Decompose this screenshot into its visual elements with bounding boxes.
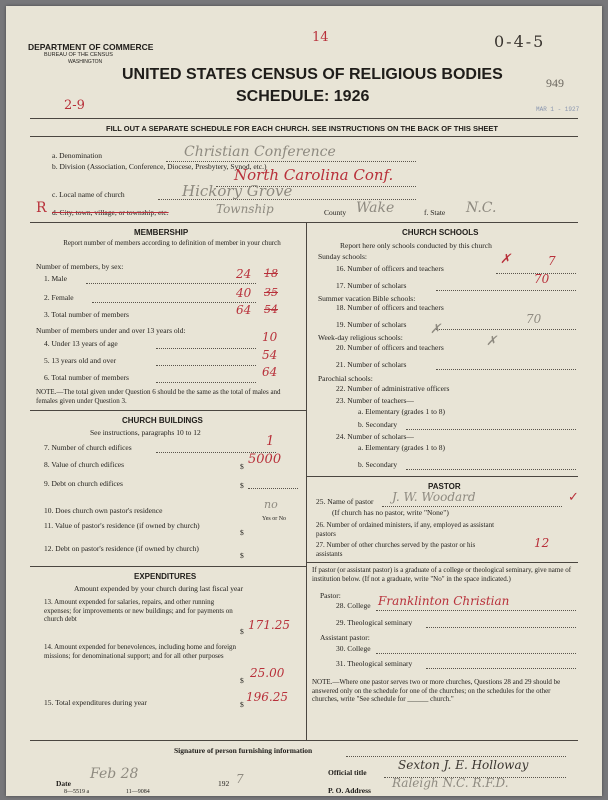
q9-label: 9. Debt on church edifices xyxy=(44,479,123,488)
local-name-value: Hickory Grove xyxy=(182,182,293,200)
q2-value: 40 xyxy=(236,286,252,300)
bureau-label: BUREAU OF THE CENSUS xyxy=(44,52,113,58)
membership-heading: MEMBERSHIP xyxy=(134,228,189,237)
q15-value: 196.25 xyxy=(246,690,288,704)
q25-note: (If church has no pastor, write "None") xyxy=(332,508,449,517)
dots xyxy=(436,290,576,291)
q23a-label: a. Elementary (grades 1 to 8) xyxy=(358,407,446,416)
city-value: Township xyxy=(216,202,274,216)
q11-label: 11. Value of pastor's residence (if owned by church) xyxy=(44,521,200,530)
county-label: County xyxy=(324,208,347,217)
q19-value: 70 xyxy=(526,312,542,326)
corner-code: 0-4-5 xyxy=(494,32,546,51)
rule xyxy=(30,118,578,119)
parochial-label: Parochial schools: xyxy=(318,374,373,383)
q10-label: 10. Does church own pastor's residence xyxy=(44,506,163,515)
column-divider xyxy=(306,222,307,740)
pastor-sub-label: Pastor: xyxy=(320,591,341,600)
division-label: b. Division (Association, Conference, Diocese, Presbytery, Synod, etc.) xyxy=(52,162,267,171)
division-value: North Carolina Conf. xyxy=(234,166,394,184)
red-annotation: 2-9 xyxy=(64,98,85,113)
form-number: 8—5519 a xyxy=(64,789,90,795)
q6-label: 6. Total number of members xyxy=(44,373,129,382)
q30-line xyxy=(376,653,576,654)
date-value: Feb 28 xyxy=(90,766,139,782)
receipt-stamp: MAR 1 - 1927 xyxy=(536,106,580,113)
expenditures-sub: Amount expended by your church during last fiscal year xyxy=(74,584,244,593)
q14-dollar: $ xyxy=(240,676,244,685)
dots xyxy=(436,329,576,330)
q7-value: 1 xyxy=(266,434,275,449)
sunday-label: Sunday schools: xyxy=(318,252,367,261)
q1-value: 24 xyxy=(236,267,252,281)
q12-dollar: $ xyxy=(240,551,244,560)
q4-value: 10 xyxy=(262,330,278,344)
q4-label: 4. Under 13 years of age xyxy=(44,339,118,348)
q5-label: 5. 13 years old and over xyxy=(44,356,117,365)
q14-value: 25.00 xyxy=(250,666,285,680)
q24-label: 24. Number of scholars— xyxy=(336,432,414,441)
year-prefix: 192 xyxy=(218,779,230,788)
year-value: 7 xyxy=(236,772,244,786)
r-annotation: R xyxy=(36,200,47,216)
title-value: Sexton J. E. Holloway xyxy=(398,758,529,772)
q16-label: 16. Number of officers and teachers xyxy=(336,264,444,273)
pastor-note: NOTE.—Where one pastor serves two or more churches, Questions 28 and 29 should be answered only on the schedule for one of the churches; on the schedules for the other churches, write "See schedule for ______ church." xyxy=(312,678,561,703)
instruction-line: FILL OUT A SEPARATE SCHEDULE FOR EACH CHURCH. SEE INSTRUCTIONS ON THE BACK OF THIS SHEET xyxy=(106,124,498,133)
state-value: N.C. xyxy=(466,200,497,216)
denomination-label: a. Denomination xyxy=(52,151,102,160)
q30-label: 30. College xyxy=(336,644,371,653)
county-value: Wake xyxy=(356,200,395,216)
dots xyxy=(406,469,576,470)
summer-label: Summer vacation Bible schools: xyxy=(318,294,416,303)
q1-old-value: 18 xyxy=(264,267,278,280)
q23b-label: b. Secondary xyxy=(358,420,398,429)
rule xyxy=(30,740,578,741)
schools-heading: CHURCH SCHOOLS xyxy=(402,228,479,237)
q29-line xyxy=(426,627,576,628)
q22-label: 22. Number of administrative officers xyxy=(336,384,450,393)
q7-label: 7. Number of church edifices xyxy=(44,443,132,452)
yes-no-caption: Yes or No xyxy=(262,516,287,522)
address-label: P. O. Address xyxy=(328,786,371,795)
graduate-note: If pastor (or assistant pastor) is a graduate of a college or theological seminary, give name of institution below. (If not a graduate, write "No" in the space indicated.) xyxy=(312,566,572,583)
q3-value: 64 xyxy=(236,303,252,317)
q20-mark: ✗ xyxy=(486,334,497,349)
q6-value: 64 xyxy=(262,365,278,379)
schools-intro: Report here only schools conducted by this church xyxy=(340,241,492,250)
q3-label: 3. Total number of members xyxy=(44,310,129,319)
right-number: 949 xyxy=(546,76,564,90)
q27-value: 12 xyxy=(534,536,550,550)
q31-label: 31. Theological seminary xyxy=(336,659,413,668)
dots xyxy=(92,302,256,303)
dots xyxy=(156,348,256,349)
rule xyxy=(306,476,578,477)
form-title: UNITED STATES CENSUS OF RELIGIOUS BODIES xyxy=(122,66,503,83)
q11-dollar: $ xyxy=(240,528,244,537)
membership-intro: Report number of members according to definition of member in your church xyxy=(63,239,281,247)
q16-value: 7 xyxy=(548,254,556,268)
dots xyxy=(436,369,576,370)
q24b-label: b. Secondary xyxy=(358,460,398,469)
form-number-2: 11—9084 xyxy=(126,789,150,795)
q3-old-value: 54 xyxy=(264,303,278,316)
date-label: Date xyxy=(56,779,71,788)
dots xyxy=(86,283,256,284)
rule xyxy=(306,562,578,563)
q16-mark: ✗ xyxy=(500,252,511,267)
q25-check: ✓ xyxy=(568,490,579,505)
q26-label: 26. Number of ordained ministers, if any, employed as assistant pastors xyxy=(316,521,495,538)
state-label: f. State xyxy=(424,208,446,217)
q28-label: 28. College xyxy=(336,601,371,610)
membership-note: NOTE.—The total given under Question 6 should be the same as the total of males and females given under Question 3. xyxy=(36,388,281,405)
q31-line xyxy=(426,668,576,669)
q15-label: 15. Total expenditures during year xyxy=(44,698,147,707)
q17-value: 70 xyxy=(534,272,550,286)
rule xyxy=(30,222,578,223)
q27-label: 27. Number of other churches served by the pastor or his assistants xyxy=(316,541,476,558)
weekday-mark: ✗ xyxy=(430,322,441,337)
q29-label: 29. Theological seminary xyxy=(336,618,413,627)
weekday-label: Week-day religious schools: xyxy=(318,333,403,342)
q1-label: 1. Male xyxy=(44,274,67,283)
local-name-label: c. Local name of church xyxy=(52,190,125,199)
q24a-label: a. Elementary (grades 1 to 8) xyxy=(358,443,446,452)
signature-line xyxy=(346,756,566,757)
q15-dollar: $ xyxy=(240,700,244,709)
q5-value: 54 xyxy=(262,348,278,362)
page-number: 14 xyxy=(312,30,329,45)
buildings-sub: See instructions, paragraphs 10 to 12 xyxy=(90,428,201,437)
q14-label: 14. Amount expended for benevolences, including home and foreign missions; for denominational support; and for all other purposes xyxy=(44,643,237,660)
expenditures-heading: EXPENDITURES xyxy=(134,572,197,581)
q8-label: 8. Value of church edifices xyxy=(44,460,125,469)
city-label: WASHINGTON xyxy=(68,59,103,65)
q2-label: 2. Female xyxy=(44,293,74,302)
q9-line xyxy=(248,488,298,489)
q8-value: 5000 xyxy=(248,452,282,467)
q13-label: 13. Amount expended for salaries, repairs, and other running expenses; for improvements or new buildings; and for payments on church debt xyxy=(44,598,233,623)
title-label: Official title xyxy=(328,768,367,777)
city-label: d. City, town, village, or township, etc. xyxy=(52,208,169,217)
q8-dollar: $ xyxy=(240,462,244,471)
q10-value: no xyxy=(264,498,278,511)
denomination-value: Christian Conference xyxy=(184,144,336,160)
asst-label: Assistant pastor: xyxy=(320,633,370,642)
dots xyxy=(406,429,576,430)
q25-value: J. W. Woodard xyxy=(392,490,476,504)
q19-label: 19. Number of scholars xyxy=(336,320,407,329)
q21-label: 21. Number of scholars xyxy=(336,360,407,369)
rule xyxy=(30,410,306,411)
dots xyxy=(156,365,256,366)
dots xyxy=(156,382,256,383)
rule xyxy=(30,136,578,137)
age-label: Number of members under and over 13 years old: xyxy=(36,326,186,335)
rule xyxy=(30,566,306,567)
q23-label: 23. Number of teachers— xyxy=(336,396,414,405)
q17-label: 17. Number of scholars xyxy=(336,281,407,290)
q9-dollar: $ xyxy=(240,481,244,490)
q28-value: Franklinton Christian xyxy=(378,594,510,608)
q13-dollar: $ xyxy=(240,627,244,636)
address-value: Raleigh N.C. R.F.D. xyxy=(392,776,509,790)
q28-line xyxy=(376,610,576,611)
buildings-heading: CHURCH BUILDINGS xyxy=(122,416,203,425)
dept-label: DEPARTMENT OF COMMERCE xyxy=(28,42,154,52)
signature-label: Signature of person furnishing information xyxy=(174,746,313,755)
q13-value: 171.25 xyxy=(248,618,290,632)
q2-old-value: 35 xyxy=(264,286,278,299)
by-sex-label: Number of members, by sex: xyxy=(36,262,124,271)
schedule-title: SCHEDULE: 1926 xyxy=(236,88,370,105)
q25-line xyxy=(382,506,562,507)
pastor-heading: PASTOR xyxy=(428,482,461,491)
census-form-page xyxy=(6,6,602,796)
q12-label: 12. Debt on pastor's residence (if owned by church) xyxy=(44,544,199,553)
q25-label: 25. Name of pastor xyxy=(316,497,374,506)
q20-label: 20. Number of officers and teachers xyxy=(336,343,444,352)
q18-label: 18. Number of officers and teachers xyxy=(336,303,444,312)
